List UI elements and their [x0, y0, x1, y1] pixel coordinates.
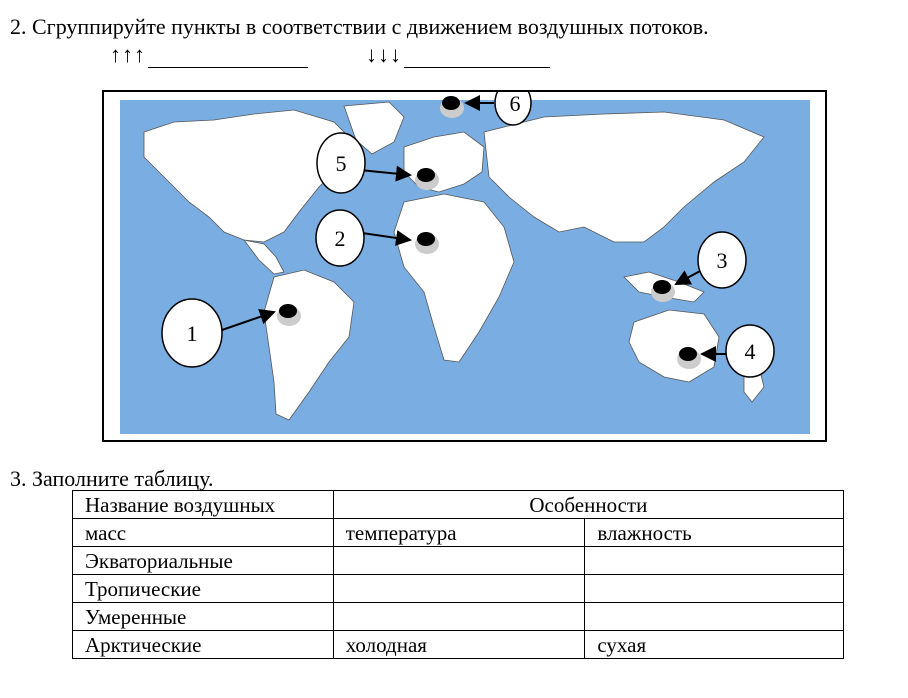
- marker-label-6: 6: [509, 92, 521, 116]
- up-arrows-group: [110, 42, 308, 68]
- table-header-row-1: [73, 491, 844, 519]
- marker-6-dot: [442, 96, 460, 110]
- task2-question: 2. Сгруппируйте пункты в соответствии с движением воздушных потоков.: [10, 14, 709, 39]
- air-masses-table: [72, 490, 844, 659]
- down-arrows: ↓↓↓: [366, 42, 402, 67]
- marker-label-4: 4: [744, 339, 756, 364]
- marker-label-1: 1: [186, 321, 198, 346]
- row-humidity[interactable]: [585, 547, 844, 575]
- header-name-line1: Название воздушных: [73, 491, 334, 519]
- down-arrows-group: [366, 42, 550, 68]
- up-arrows: ↑↑↑: [110, 42, 146, 67]
- marker-3-dot: [653, 280, 671, 294]
- down-answer-blank[interactable]: [404, 45, 550, 68]
- row-temperature[interactable]: [333, 547, 585, 575]
- marker-label-5: 5: [335, 151, 347, 176]
- marker-label-3: 3: [716, 248, 728, 273]
- table-row: [73, 631, 844, 659]
- up-answer-blank[interactable]: [148, 45, 308, 68]
- row-name: Умеренные: [73, 603, 334, 631]
- header-humidity: влажность: [585, 519, 844, 547]
- marker-label-2: 2: [334, 226, 346, 251]
- row-name: Тропические: [73, 575, 334, 603]
- world-map-frame: [102, 90, 827, 442]
- world-map: [104, 92, 825, 440]
- marker-2-dot: [417, 232, 435, 246]
- row-temperature[interactable]: [333, 575, 585, 603]
- row-name: Арктические: [73, 631, 334, 659]
- header-features: Особенности: [333, 491, 843, 519]
- header-name-line2: масс: [73, 519, 334, 547]
- row-humidity[interactable]: [585, 575, 844, 603]
- task3-question: 3. Заполните таблицу.: [10, 466, 214, 491]
- row-humidity[interactable]: [585, 603, 844, 631]
- marker-1-dot: [279, 304, 297, 318]
- row-name: Экваториальные: [73, 547, 334, 575]
- row-temperature[interactable]: [333, 603, 585, 631]
- marker-5-dot: [417, 168, 435, 182]
- row-temperature[interactable]: холодная: [333, 631, 585, 659]
- table-row: [73, 547, 844, 575]
- table-row: [73, 603, 844, 631]
- row-humidity[interactable]: сухая: [585, 631, 844, 659]
- table-row: [73, 575, 844, 603]
- header-temperature: температура: [333, 519, 585, 547]
- marker-4-dot: [679, 347, 697, 361]
- table-header-row-2: [73, 519, 844, 547]
